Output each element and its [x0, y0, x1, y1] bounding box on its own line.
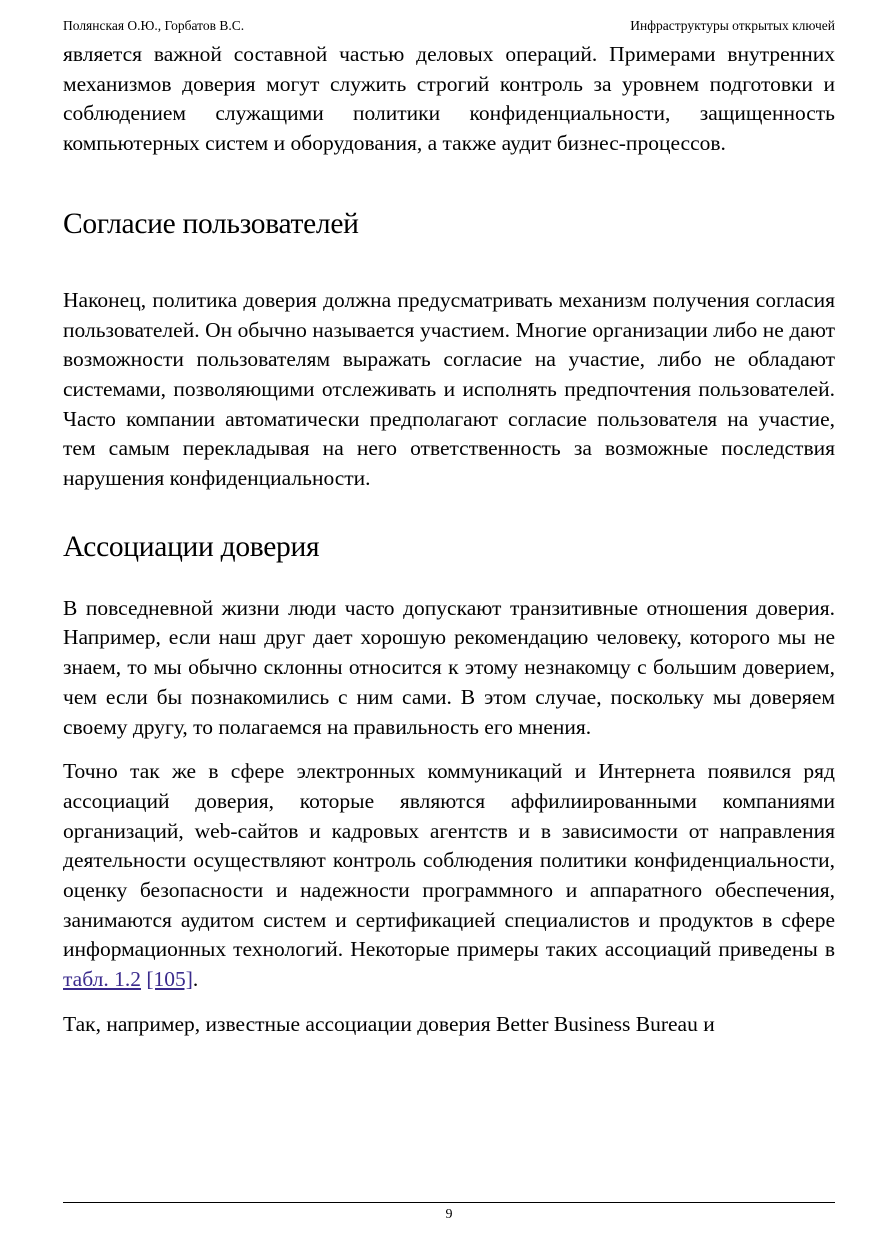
footer-divider [63, 1202, 835, 1203]
heading-trust-associations: Ассоциации доверия [63, 530, 320, 563]
running-header [63, 16, 835, 36]
paragraph-known-associations: Так, например, известные ассоциации доверия Better Business Bureau и [63, 1011, 715, 1036]
citation-link[interactable]: [105] [146, 967, 193, 992]
table-reference-link[interactable]: табл. 1.2 [63, 967, 141, 992]
page-number: 9 [445, 1207, 453, 1222]
header-authors: Полянская О.Ю., Горбатов В.С. [63, 18, 245, 33]
paragraph-user-consent: Наконец, политика доверия должна предусматривать механизм получения согласия пользователей. Он обычно называется участием. Многие организации либо не дают возможности пользователям выражать согласие на участие, либо не обладают системами, позволяющими отслеживать и исполнять предпочтения пользователей. Часто компании автоматически предполагают согласие пользователя на участие, тем самым перекладывая на него ответственность за возможные последствия нарушения конфиденциальности. [63, 287, 835, 491]
paragraph-end-period: . [192, 967, 199, 992]
paragraph-transitive-trust: В повседневной жизни люди часто допускают транзитивные отношения доверия. Например, если наш друг дает хорошую рекомендацию человеку, которого мы не знаем, то мы обычно склонны относится к этому незнакомцу с большим доверием, чем если бы познакомились с ним сами. В этом случае, поскольку мы доверяем своему другу, то полагаемся на правильность его мнения. [63, 595, 835, 739]
header-title: Инфраструктуры открытых ключей [630, 18, 835, 33]
paragraph-electronic-associations-text: Точно так же в сфере электронных коммуникаций и Интернета появился ряд ассоциаций доверия, которые являются аффилиированными компаниями организаций, web-сайтов и кадровых агентств и в зависимости от направления деятельности осуществляют контроль соблюдения политики конфиденциальности, оценку безопасности и надежности программного и аппаратного обеспечения, занимаются аудитом систем и сертификацией специалистов и продуктов в сфере информационных технологий. Некоторые примеры таких ассоциаций приведены в [63, 759, 835, 962]
paragraph-internal-trust: является важной составной частью деловых операций. Примерами внутренних механизмов доверия могут служить строгий контроль за уровнем подготовки и соблюдением служащими политики конфиденциальности, защищенность компьютерных систем и оборудования, а также аудит бизнес-процессов. [63, 42, 835, 156]
paragraph-electronic-associations [63, 757, 835, 995]
heading-user-consent: Согласие пользователей [63, 207, 359, 240]
document-page [63, 0, 835, 1241]
page-content [63, 40, 835, 1040]
